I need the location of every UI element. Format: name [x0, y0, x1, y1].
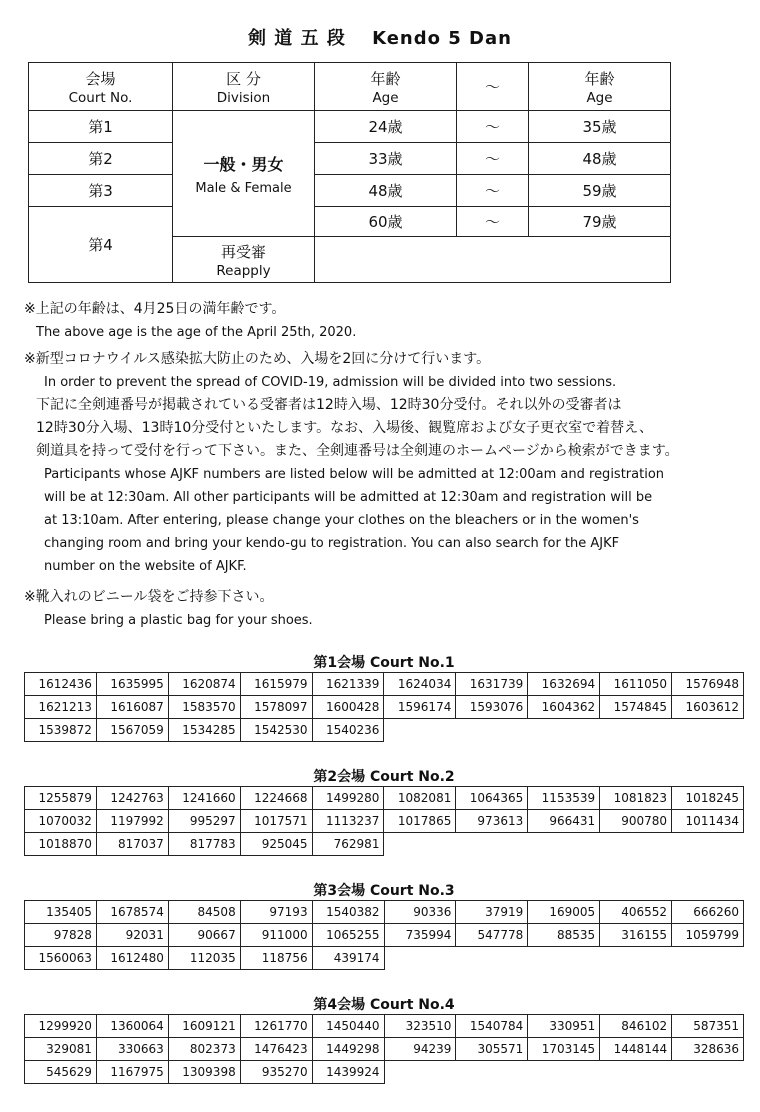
ajkf-number-cell: 802373 [168, 1038, 240, 1061]
number-table [24, 1014, 744, 1084]
age-to-3: 59歳 [529, 175, 671, 207]
ajkf-number-cell: 97193 [240, 901, 312, 924]
ajkf-number-cell: 925045 [240, 833, 312, 856]
ajkf-number-cell: 1197992 [96, 810, 168, 833]
ajkf-number-cell: 1612480 [96, 947, 168, 970]
division-reapply-cell: 再受審 Reapply [173, 237, 315, 283]
table-row [25, 810, 744, 833]
division-row-3 [29, 175, 671, 207]
ajkf-number-cell: 1113237 [312, 810, 384, 833]
table-row [25, 673, 744, 696]
table-row [25, 924, 744, 947]
ajkf-number-cell: 1635995 [96, 673, 168, 696]
ajkf-number-cell: 1241660 [168, 787, 240, 810]
ajkf-number-cell: 316155 [600, 924, 672, 947]
note-2-jp-line-1: 下記に全剣連番号が掲載されている受審者は12時入場、12時30分受付。それ以外の受審者は [36, 397, 622, 413]
ajkf-number-cell: 900780 [600, 810, 672, 833]
ajkf-number-cell: 1242763 [96, 787, 168, 810]
age-from-3: 48歳 [315, 175, 457, 207]
ajkf-number-cell: 666260 [672, 901, 744, 924]
ajkf-number-cell: 1082081 [384, 787, 456, 810]
header-division: 区 分 Division [173, 63, 315, 111]
header-age-to: 年齢 Age [529, 63, 671, 111]
ajkf-number-cell: 1539872 [25, 719, 97, 742]
ajkf-number-cell: 587351 [672, 1015, 744, 1038]
ajkf-number-cell: 305571 [456, 1038, 528, 1061]
age-to-2: 48歳 [529, 143, 671, 175]
note-2-en-line-2: will be at 12:30am. All other participants will be admitted at 12:30am and registration will be [44, 490, 653, 505]
header-age-from: 年齢 Age [315, 63, 457, 111]
ajkf-number-cell: 1578097 [240, 696, 312, 719]
note-2-en: In order to prevent the spread of COVID-19, admission will be divided into two sessions. [44, 375, 617, 390]
ajkf-number-cell: 1011434 [672, 810, 744, 833]
ajkf-number-cell: 1542530 [240, 719, 312, 742]
tilde-3: ～ [457, 175, 529, 207]
note-1-jp: ※上記の年齢は、4月25日の満年齢です。 [24, 301, 286, 317]
ajkf-number-cell: 1632694 [528, 673, 600, 696]
ajkf-number-cell: 1261770 [240, 1015, 312, 1038]
reapply-age-blank [315, 237, 671, 283]
court-cell-2: 第2 [29, 143, 173, 175]
ajkf-number-cell: 90336 [384, 901, 456, 924]
ajkf-number-cell: 1567059 [96, 719, 168, 742]
table-row [25, 787, 744, 810]
ajkf-number-cell: 1448144 [600, 1038, 672, 1061]
ajkf-number-cell: 1065255 [312, 924, 384, 947]
note-2-en-line-5: number on the website of AJKF. [44, 559, 247, 574]
ajkf-number-cell: 735994 [384, 924, 456, 947]
division-row-2 [29, 143, 671, 175]
ajkf-number-cell: 1299920 [25, 1015, 97, 1038]
notes [24, 298, 744, 632]
court-1-list [24, 652, 744, 742]
note-2-en-line-1: Participants whose AJKF numbers are listed below will be admitted at 12:00am and registration [44, 467, 665, 482]
ajkf-number-cell: 1064365 [456, 787, 528, 810]
ajkf-number-cell: 545629 [25, 1061, 97, 1084]
table-row [25, 1038, 744, 1061]
tilde-2: ～ [457, 143, 529, 175]
ajkf-number-cell: 328636 [672, 1038, 744, 1061]
court-4-list [24, 994, 744, 1084]
court-heading: 第3会場 Court No.3 [313, 883, 455, 899]
tilde-1: ～ [457, 111, 529, 143]
ajkf-number-cell: 439174 [312, 947, 384, 970]
ajkf-number-cell: 1624034 [384, 673, 456, 696]
ajkf-number-cell: 1574845 [600, 696, 672, 719]
ajkf-number-cell: 1499280 [312, 787, 384, 810]
ajkf-number-cell: 330951 [528, 1015, 600, 1038]
ajkf-number-cell: 1609121 [168, 1015, 240, 1038]
table-row [25, 696, 744, 719]
ajkf-number-cell: 1224668 [240, 787, 312, 810]
ajkf-number-cell: 1167975 [96, 1061, 168, 1084]
ajkf-number-cell: 112035 [168, 947, 240, 970]
ajkf-number-cell: 169005 [528, 901, 600, 924]
division-header-row [29, 63, 671, 111]
ajkf-number-cell: 817037 [96, 833, 168, 856]
number-table [24, 786, 744, 856]
court-cell-4: 第4 [29, 207, 173, 283]
header-tilde: ～ [457, 63, 529, 111]
ajkf-number-cell: 1621339 [312, 673, 384, 696]
age-to-1: 35歳 [529, 111, 671, 143]
ajkf-number-cell: 762981 [312, 833, 384, 856]
ajkf-number-cell: 547778 [456, 924, 528, 947]
ajkf-number-cell: 995297 [168, 810, 240, 833]
court-3-list [24, 880, 744, 970]
ajkf-number-cell: 1678574 [96, 901, 168, 924]
ajkf-number-cell: 1017571 [240, 810, 312, 833]
ajkf-number-cell: 37919 [456, 901, 528, 924]
page-title: 剣 道 五 段 Kendo 5 Dan [248, 28, 512, 49]
note-3-en: Please bring a plastic bag for your shoes. [44, 613, 313, 628]
number-table [24, 900, 744, 970]
ajkf-number-cell: 1018870 [25, 833, 97, 856]
number-table [24, 672, 744, 742]
note-1-en: The above age is the age of the April 25th, 2020. [36, 325, 357, 340]
ajkf-number-cell: 1540784 [456, 1015, 528, 1038]
ajkf-number-cell: 1255879 [25, 787, 97, 810]
ajkf-number-cell: 406552 [600, 901, 672, 924]
ajkf-number-cell: 330663 [96, 1038, 168, 1061]
ajkf-number-cell: 1600428 [312, 696, 384, 719]
ajkf-number-cell: 1534285 [168, 719, 240, 742]
header-court: 会場 Court No. [29, 63, 173, 111]
ajkf-number-cell: 1615979 [240, 673, 312, 696]
ajkf-number-cell: 1583570 [168, 696, 240, 719]
note-2-en-line-3: at 13:10am. After entering, please change your clothes on the bleachers or in the women's [44, 513, 639, 528]
ajkf-number-cell: 1593076 [456, 696, 528, 719]
ajkf-number-cell: 84508 [168, 901, 240, 924]
note-3-jp: ※靴入れのビニール袋をご持参下さい。 [24, 589, 274, 605]
ajkf-number-cell: 1603612 [672, 696, 744, 719]
age-from-4: 60歳 [315, 207, 457, 237]
division-row-4 [29, 207, 671, 237]
ajkf-number-cell: 1018245 [672, 787, 744, 810]
ajkf-number-cell: 1576948 [672, 673, 744, 696]
ajkf-number-cell: 88535 [528, 924, 600, 947]
ajkf-number-cell: 1360064 [96, 1015, 168, 1038]
ajkf-number-cell: 1596174 [384, 696, 456, 719]
ajkf-number-cell: 1070032 [25, 810, 97, 833]
ajkf-number-cell: 92031 [96, 924, 168, 947]
ajkf-number-cell: 1611050 [600, 673, 672, 696]
ajkf-number-cell: 1449298 [312, 1038, 384, 1061]
ajkf-number-cell: 1540382 [312, 901, 384, 924]
division-table [28, 62, 671, 283]
ajkf-number-cell: 97828 [25, 924, 97, 947]
ajkf-number-cell: 1620874 [168, 673, 240, 696]
ajkf-number-cell: 1017865 [384, 810, 456, 833]
ajkf-number-cell: 1153539 [528, 787, 600, 810]
division-row-1 [29, 111, 671, 143]
note-2-jp-line-2: 12時30分入場、13時10分受付といたします。なお、入場後、観覧席および女子更衣室で着替え、 [36, 420, 653, 436]
ajkf-number-cell: 846102 [600, 1015, 672, 1038]
ajkf-number-cell: 1631739 [456, 673, 528, 696]
ajkf-number-cell: 911000 [240, 924, 312, 947]
table-row [25, 901, 744, 924]
ajkf-number-cell: 1309398 [168, 1061, 240, 1084]
court-cell-1: 第1 [29, 111, 173, 143]
ajkf-number-cell: 1059799 [672, 924, 744, 947]
ajkf-number-cell: 329081 [25, 1038, 97, 1061]
age-from-1: 24歳 [315, 111, 457, 143]
note-2-en-line-4: changing room and bring your kendo-gu to registration. You can also search for the AJKF [44, 536, 620, 551]
ajkf-number-cell: 1604362 [528, 696, 600, 719]
note-2-jp-line-3: 剣道具を持って受付を行って下さい。また、全剣連番号は全剣連のホームページから検索ができます。 [36, 443, 679, 459]
court-2-list [24, 766, 744, 856]
table-row [25, 1015, 744, 1038]
ajkf-number-cell: 1612436 [25, 673, 97, 696]
ajkf-number-cell: 118756 [240, 947, 312, 970]
ajkf-number-cell: 1703145 [528, 1038, 600, 1061]
table-row [25, 833, 744, 856]
ajkf-number-cell: 1081823 [600, 787, 672, 810]
note-2-jp: ※新型コロナウイルス感染拡大防止のため、入場を2回に分けて行います。 [24, 351, 491, 367]
court-heading: 第1会場 Court No.1 [313, 655, 455, 671]
ajkf-number-cell: 323510 [384, 1015, 456, 1038]
court-cell-3: 第3 [29, 175, 173, 207]
ajkf-number-cell: 1476423 [240, 1038, 312, 1061]
ajkf-number-cell: 90667 [168, 924, 240, 947]
ajkf-number-cell: 1439924 [312, 1061, 384, 1084]
ajkf-number-cell: 135405 [25, 901, 97, 924]
table-row [25, 1061, 744, 1084]
ajkf-number-cell: 1450440 [312, 1015, 384, 1038]
division-main-cell: 一般・男女 Male & Female [173, 111, 315, 237]
tilde-4: ～ [457, 207, 529, 237]
ajkf-number-cell: 966431 [528, 810, 600, 833]
age-to-4: 79歳 [529, 207, 671, 237]
ajkf-number-cell: 1621213 [25, 696, 97, 719]
table-row [25, 719, 744, 742]
ajkf-number-cell: 1560063 [25, 947, 97, 970]
ajkf-number-cell: 94239 [384, 1038, 456, 1061]
court-heading: 第4会場 Court No.4 [313, 997, 455, 1013]
ajkf-number-cell: 1616087 [96, 696, 168, 719]
table-row [25, 947, 744, 970]
ajkf-number-cell: 935270 [240, 1061, 312, 1084]
court-heading: 第2会場 Court No.2 [313, 769, 455, 785]
ajkf-number-cell: 973613 [456, 810, 528, 833]
age-from-2: 33歳 [315, 143, 457, 175]
ajkf-number-cell: 817783 [168, 833, 240, 856]
ajkf-number-cell: 1540236 [312, 719, 384, 742]
